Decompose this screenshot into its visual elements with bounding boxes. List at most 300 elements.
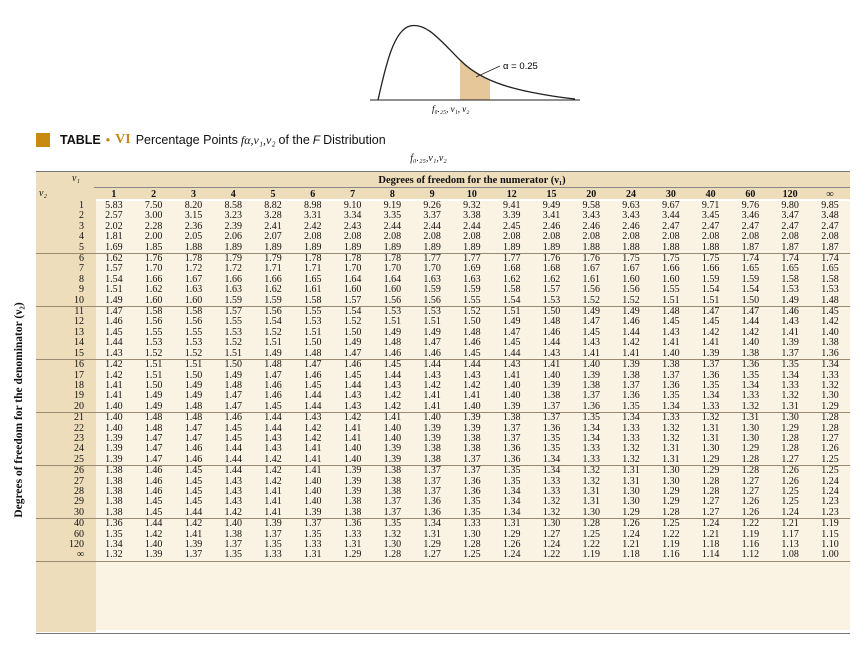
table-cell: 1.39 [372, 455, 412, 466]
table-cell: 1.37 [542, 412, 561, 424]
row-header-nu2: 29 [74, 496, 84, 508]
table-cell: 3.48 [821, 210, 839, 222]
table-cell: 1.46 [372, 349, 412, 360]
table-cell: 1.58 [184, 306, 203, 318]
table-cell: 1.46 [412, 349, 452, 360]
table-cell: 2.08 [463, 231, 481, 243]
table-cell: 1.45 [184, 496, 203, 508]
table-cell: 1.25 [781, 485, 799, 497]
table-cell: 1.30 [781, 412, 799, 424]
table-cell: 1.33 [582, 443, 601, 455]
table-cell: 1.32 [622, 443, 640, 455]
title-f-italic: F [312, 133, 321, 147]
table-cell: 1.32 [383, 528, 402, 540]
table-cell: 2.08 [821, 231, 839, 243]
row-header-nu2: 25 [36, 455, 94, 466]
table-cell: 1.35 [662, 390, 680, 402]
table-cell: 1.68 [542, 263, 561, 275]
table-cell: 1.33 [622, 432, 640, 444]
table-cell: 1.47 [701, 306, 720, 318]
title-bullet: • [105, 133, 111, 147]
table-cell: 1.39 [463, 412, 481, 424]
table-cell: 1.28 [463, 539, 481, 550]
table-cell: 1.54 [343, 306, 362, 318]
table-cell: 1.40 [343, 443, 362, 455]
table-cell: 1.30 [383, 539, 402, 550]
table-cell: 1.46 [144, 485, 163, 497]
table-cell: 1.54 [741, 284, 760, 296]
corner-nu1: ν₁ [72, 173, 80, 184]
table-cell: 2.44 [423, 220, 441, 232]
table-cell: 1.40 [333, 455, 373, 466]
table-cell: 1.70 [423, 263, 441, 275]
table-cell: 1.42 [253, 455, 293, 466]
table-cell: 1.51 [304, 326, 322, 338]
table-cell: 2.46 [622, 220, 640, 232]
table-cell: 1.55 [304, 306, 322, 318]
table-cell: 1.49 [582, 306, 601, 318]
table-cell: 1.48 [383, 337, 402, 349]
table-cell: 1.30 [821, 390, 839, 402]
table-cell: 1.62 [542, 273, 561, 285]
table-cell: 1.37 [423, 485, 441, 497]
table-cell: 1.00 [810, 550, 850, 561]
table-cell: 1.30 [741, 432, 760, 444]
table-cell: 1.45 [821, 306, 839, 318]
table-cell: 1.48 [810, 296, 850, 307]
table-cell: 5.83 [105, 200, 123, 211]
table-cell: 1.37 [532, 402, 572, 413]
column-header-nu1: 2 [151, 189, 157, 200]
table-cell: 1.55 [452, 296, 492, 307]
table-cell: 1.35 [502, 475, 521, 487]
table-cell: 1.60 [622, 273, 640, 285]
table-cell: 1.29 [423, 539, 441, 550]
table-cell: 9.85 [821, 200, 839, 211]
table-cell: 1.46 [105, 316, 123, 328]
table-cell: 1.39 [582, 369, 601, 381]
table-cell: 9.80 [781, 200, 799, 211]
table-cell: 1.53 [532, 296, 572, 307]
table-cell: 1.42 [105, 359, 123, 371]
table-cell: 1.36 [701, 369, 720, 381]
table-cell: 3.00 [144, 210, 163, 222]
table-cell: 1.58 [144, 306, 163, 318]
table-cell: 1.44 [224, 443, 242, 455]
table-cell: 1.55 [224, 316, 242, 328]
table-row [36, 296, 850, 307]
table-cell: 1.30 [571, 508, 611, 519]
table-cell: 1.47 [304, 359, 322, 371]
table-cell: 1.43 [224, 485, 242, 497]
table-cell: 1.42 [264, 475, 282, 487]
row-header-nu2: 10 [36, 296, 94, 307]
table-cell: 2.00 [144, 231, 163, 243]
table-cell: 1.39 [94, 455, 134, 466]
table-cell: 1.66 [224, 273, 242, 285]
table-cell: 1.60 [662, 273, 680, 285]
table-cell: 1.40 [651, 349, 691, 360]
table-cell: 2.08 [304, 231, 322, 243]
table-cell: 1.64 [343, 273, 362, 285]
table-cell: 1.38 [412, 455, 452, 466]
table-cell: 1.35 [383, 518, 402, 530]
table-cell: 1.34 [532, 455, 572, 466]
table-cell: 1.28 [741, 465, 760, 477]
table-cell: 1.40 [304, 496, 322, 508]
table-cell: 1.70 [144, 263, 163, 275]
table-cell: 1.26 [781, 465, 799, 477]
table-cell: 1.53 [304, 316, 322, 328]
table-cell: 1.15 [821, 528, 839, 540]
table-cell: 1.21 [781, 518, 799, 530]
table-cell: 1.66 [264, 273, 282, 285]
row-header-nu2: 2 [79, 210, 84, 222]
table-cell: 1.27 [741, 475, 760, 487]
table-cell: 1.41 [412, 402, 452, 413]
table-cell: 1.38 [423, 443, 441, 455]
table-cell: 1.43 [94, 349, 134, 360]
table-cell: 3.41 [542, 210, 561, 222]
column-header-nu1: 20 [586, 189, 597, 200]
table-cell: 1.51 [213, 349, 253, 360]
table-cell: 1.89 [412, 243, 452, 254]
table-cell: 1.38 [731, 349, 771, 360]
table-cell: 1.33 [571, 455, 611, 466]
table-cell: 1.31 [622, 465, 640, 477]
table-cell: 1.61 [582, 273, 601, 285]
alpha-leader [476, 66, 500, 77]
table-cell: 1.34 [821, 359, 839, 371]
table-cell: 1.28 [582, 518, 601, 530]
table-cell: 1.49 [184, 390, 203, 402]
table-cell: 1.22 [532, 550, 572, 561]
table-row [36, 360, 850, 371]
table-cell: 1.53 [224, 326, 242, 338]
table-cell: 1.33 [622, 422, 640, 434]
row-header-nu2: 21 [74, 412, 84, 424]
table-cell: 1.60 [134, 296, 174, 307]
table-cell: 1.26 [622, 518, 640, 530]
table-cell: 1.27 [542, 528, 561, 540]
table-cell: 1.47 [184, 422, 203, 434]
table-cell: 1.51 [502, 306, 521, 318]
table-cell: 1.89 [253, 243, 293, 254]
table-cell: 1.35 [213, 550, 253, 561]
table-cell: 1.35 [542, 432, 561, 444]
table-cell: 1.40 [105, 412, 123, 424]
row-header-nu2: 20 [36, 402, 94, 413]
table-cell: 1.54 [105, 273, 123, 285]
table-cell: 1.25 [662, 518, 680, 530]
table-cell: 1.40 [502, 390, 521, 402]
table-cell: 2.36 [184, 220, 203, 232]
table-cell: 3.31 [304, 210, 322, 222]
table-cell: 2.47 [741, 220, 760, 232]
table-cell: 1.79 [264, 253, 282, 265]
table-cell: 1.31 [582, 485, 601, 497]
table-cell: 1.29 [662, 496, 680, 508]
table-cell: 1.22 [582, 539, 601, 550]
table-cell: 1.34 [781, 369, 799, 381]
table-cell: 1.72 [184, 263, 203, 275]
table-cell: 1.56 [144, 316, 163, 328]
table-cell: 1.46 [174, 455, 214, 466]
table-cell: 9.63 [622, 200, 640, 211]
column-header-nu1: 5 [270, 189, 276, 200]
table-cell: 1.30 [662, 465, 680, 477]
table-cell: 1.32 [662, 432, 680, 444]
table-cell: 1.10 [821, 539, 839, 550]
table-cell: 3.39 [502, 210, 521, 222]
table-cell: 1.57 [105, 263, 123, 275]
row-header-nu2: 22 [74, 422, 84, 434]
table-cell: 1.59 [253, 296, 293, 307]
table-cell: 1.32 [611, 455, 651, 466]
table-cell: 1.46 [343, 359, 362, 371]
table-cell: 1.46 [463, 337, 481, 349]
table-cell: 1.45 [452, 349, 492, 360]
table-cell: 1.77 [502, 253, 521, 265]
table-cell: 1.27 [691, 508, 731, 519]
table-cell: 1.17 [781, 528, 799, 540]
table-cell: 1.38 [463, 432, 481, 444]
table-cell: 3.34 [343, 210, 362, 222]
title-swatch [36, 133, 50, 147]
table-cell: 1.49 [144, 390, 163, 402]
table-cell: 1.21 [622, 539, 640, 550]
table-cell: 1.44 [144, 518, 163, 530]
table-cell: 1.31 [651, 455, 691, 466]
table-cell: 1.49 [343, 337, 362, 349]
table-cell: 1.41 [184, 528, 203, 540]
table-cell: 1.47 [184, 432, 203, 444]
row-header-nu2: 19 [74, 390, 84, 402]
table-cell: 1.67 [184, 273, 203, 285]
table-cell: 1.49 [184, 379, 203, 391]
table-cell: 1.33 [253, 550, 293, 561]
table-cell: 2.47 [701, 220, 720, 232]
table-cell: 1.50 [144, 379, 163, 391]
table-cell: 1.35 [502, 465, 521, 477]
table-cell: 1.49 [423, 326, 441, 338]
table-cell: 1.25 [821, 465, 839, 477]
table-cell: 1.48 [542, 316, 561, 328]
column-header-nu1: 60 [745, 189, 756, 200]
column-header-nu1: ∞ [826, 189, 834, 200]
table-cell: 1.30 [662, 475, 680, 487]
table-cell: 1.59 [741, 273, 760, 285]
column-header-nu1: 6 [310, 189, 316, 200]
table-cell: 1.27 [770, 455, 810, 466]
table-cell: 1.35 [542, 443, 561, 455]
table-cell: 1.42 [372, 402, 412, 413]
table-cell: 1.35 [304, 528, 322, 540]
table-cell: 1.34 [582, 422, 601, 434]
table-cell: 1.59 [463, 284, 481, 296]
table-cell: 1.45 [304, 379, 322, 391]
table-cell: 1.39 [343, 485, 362, 497]
table-cell: 1.50 [224, 359, 242, 371]
table-cell: 1.33 [821, 369, 839, 381]
table-cell: 1.35 [264, 539, 282, 550]
column-header-nu1: 4 [230, 189, 236, 200]
table-cell: 1.59 [701, 273, 720, 285]
table-cell: 1.21 [701, 528, 720, 540]
numerator-label: Degrees of freedom for the numerator (ν₁) [378, 175, 566, 186]
table-cell: 1.36 [810, 349, 850, 360]
table-cell: 1.64 [383, 273, 402, 285]
table-cell: 1.26 [821, 443, 839, 455]
table-cell: 2.08 [423, 231, 441, 243]
table-cell: 1.35 [582, 412, 601, 424]
table-cell: 1.40 [224, 518, 242, 530]
row-header-nu2: 18 [74, 379, 84, 391]
table-cell: 2.05 [184, 231, 203, 243]
table-cell: 1.53 [781, 284, 799, 296]
table-cell: 3.46 [741, 210, 760, 222]
table-cell: 1.58 [293, 296, 333, 307]
table-cell: 1.66 [144, 273, 163, 285]
table-cell: 2.08 [582, 231, 601, 243]
table-cell: 1.37 [582, 390, 601, 402]
table-cell: 1.29 [611, 508, 651, 519]
table-cell: 1.32 [701, 412, 720, 424]
table-cell: 1.76 [582, 253, 601, 265]
table-cell: 1.39 [105, 432, 123, 444]
table-cell: 1.34 [582, 432, 601, 444]
table-cell: 1.14 [691, 550, 731, 561]
table-cell: 1.53 [423, 306, 441, 318]
denominator-label: Degrees of freedom for the denominator (ν₂) [13, 302, 25, 518]
table-cell: 1.40 [304, 475, 322, 487]
table-cell: 1.26 [741, 496, 760, 508]
table-cell: 9.76 [741, 200, 760, 211]
table-cell: 1.42 [213, 508, 253, 519]
table-cell: 9.19 [383, 200, 402, 211]
row-header-nu2: 15 [36, 349, 94, 360]
table-cell: 8.82 [264, 200, 282, 211]
table-cell: 1.29 [741, 443, 760, 455]
table-cell: 1.42 [343, 412, 362, 424]
table-cell: 1.38 [662, 359, 680, 371]
table-cell: 1.43 [463, 369, 481, 381]
table-cell: 1.22 [662, 528, 680, 540]
table-cell: 1.34 [651, 402, 691, 413]
table-cell: 1.33 [662, 412, 680, 424]
row-header-nu2: 8 [79, 273, 84, 285]
table-cell: 1.56 [582, 284, 601, 296]
table-cell: 1.46 [304, 369, 322, 381]
table-cell: 1.36 [463, 475, 481, 487]
table-cell: 1.31 [582, 496, 601, 508]
table-cell: 1.58 [502, 284, 521, 296]
table-cell: 1.33 [691, 402, 731, 413]
table-cell: 7.50 [144, 200, 163, 211]
column-header-nu1: 10 [466, 189, 477, 200]
table-cell: 9.41 [502, 200, 521, 211]
table-cell: 1.42 [383, 390, 402, 402]
table-cell: 1.31 [770, 402, 810, 413]
table-cell: 1.44 [264, 422, 282, 434]
table-cell: 9.10 [343, 200, 362, 211]
f-critical-label: f₀.₂₅, ν₁, ν₂ [432, 104, 470, 114]
table-cell: 1.34 [423, 518, 441, 530]
column-header-nu1: 9 [429, 189, 435, 200]
table-cell: 1.71 [304, 263, 322, 275]
table-cell: 1.41 [343, 422, 362, 434]
table-cell: 1.67 [622, 263, 640, 275]
column-header-nu1: 40 [705, 189, 716, 200]
row-header-nu2: 12 [74, 316, 84, 328]
table-cell: 2.44 [383, 220, 402, 232]
table-cell: 3.44 [662, 210, 680, 222]
table-cell: 1.35 [781, 359, 799, 371]
table-cell: 1.56 [184, 316, 203, 328]
table-cell: 2.28 [144, 220, 163, 232]
table-cell: 1.60 [383, 284, 402, 296]
table-cell: 1.78 [304, 253, 322, 265]
table-cell: 1.78 [184, 253, 203, 265]
table-cell: 1.34 [741, 379, 760, 391]
table-cell: 1.47 [264, 369, 282, 381]
table-cell: 2.08 [701, 231, 720, 243]
table-cell: 3.43 [582, 210, 601, 222]
table-cell: 3.45 [701, 210, 720, 222]
table-cell: 1.47 [502, 326, 521, 338]
table-cell: 1.47 [105, 306, 123, 318]
table-cell: 1.24 [821, 485, 839, 497]
table-cell: 2.08 [502, 231, 521, 243]
table-cell: 1.43 [224, 496, 242, 508]
table-row [36, 519, 850, 530]
table-cell: 2.47 [662, 220, 680, 232]
table-cell: 1.49 [622, 306, 640, 318]
table-cell: 1.45 [582, 326, 601, 338]
table-cell: 1.41 [253, 508, 293, 519]
table-cell: 1.16 [651, 550, 691, 561]
table-cell: 1.44 [264, 412, 282, 424]
table-cell: 1.39 [293, 508, 333, 519]
table-cell: 1.47 [423, 337, 441, 349]
table-cell: 1.44 [105, 337, 123, 349]
table-cell: 1.12 [731, 550, 771, 561]
table-cell: 1.36 [463, 485, 481, 497]
row-header-nu2: 13 [74, 326, 84, 338]
table-cell: 1.36 [502, 443, 521, 455]
table-cell: 1.36 [662, 379, 680, 391]
table-cell: 1.41 [264, 485, 282, 497]
table-cell: 1.36 [542, 422, 561, 434]
table-cell: 1.28 [821, 412, 839, 424]
table-cell: 1.44 [622, 326, 640, 338]
table-cell: 1.47 [144, 443, 163, 455]
table-cell: 1.65 [781, 263, 799, 275]
table-cell: 1.63 [184, 284, 203, 296]
table-cell: 1.30 [542, 518, 561, 530]
table-cell: 1.38 [105, 485, 123, 497]
table-cell: 1.35 [105, 528, 123, 540]
table-cell: 8.98 [304, 200, 322, 211]
table-cell: 1.43 [662, 326, 680, 338]
table-cell: 1.42 [184, 518, 203, 530]
column-header-nu1: 30 [665, 189, 676, 200]
table-cell: 1.43 [333, 402, 373, 413]
table-cell: 1.40 [383, 422, 402, 434]
table-cell: 1.31 [622, 475, 640, 487]
table-cell: 1.44 [213, 455, 253, 466]
table-cell: 1.89 [372, 243, 412, 254]
